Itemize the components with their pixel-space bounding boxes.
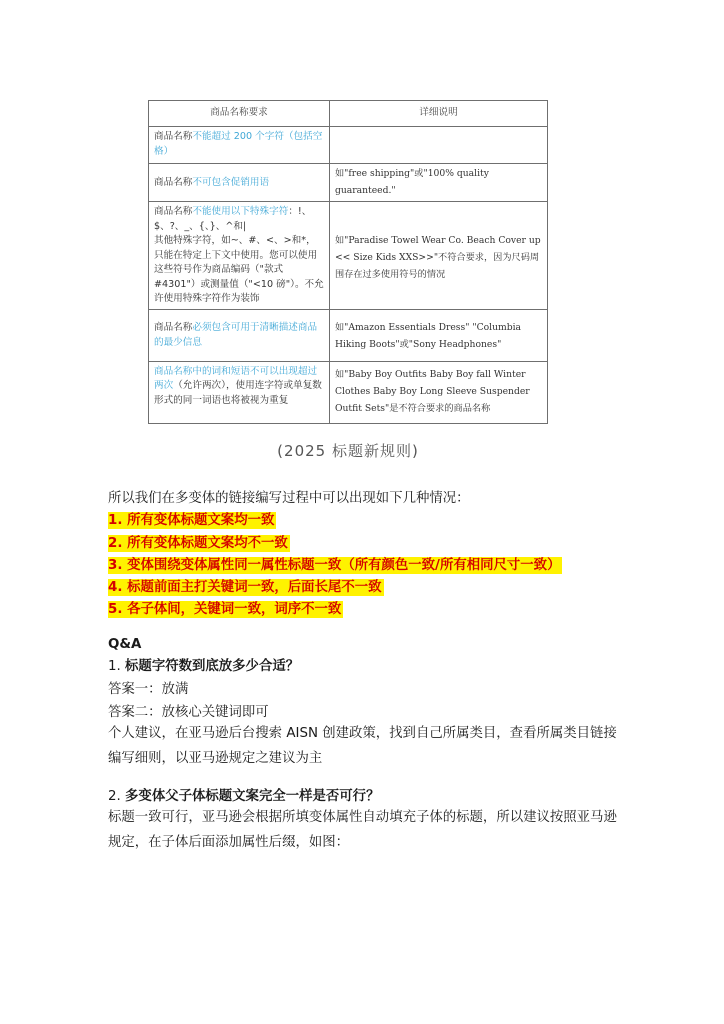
question-title: 标题字符数到底放多少合适？	[125, 659, 300, 674]
description-cell	[329, 127, 547, 164]
description-cell: 如"Amazon Essentials Dress" "Columbia Hiking Boots"或"Sony Headphones"	[329, 309, 547, 361]
description-cell: 如"free shipping"或"100% quality guaranteed."	[329, 164, 547, 202]
table-row	[149, 164, 548, 202]
table-header-requirement: 商品名称要求	[149, 101, 330, 127]
requirement-highlight: 必须包含可用于清晰描述商品的最少信息	[154, 322, 318, 348]
table-row	[149, 361, 548, 423]
answer-1: 答案一：放满	[108, 682, 189, 697]
requirement-highlight: 不能超过 200 个字符（包括空格）	[154, 131, 323, 157]
question-title: 多变体父子体标题文案完全一样是否可行？	[125, 789, 380, 804]
requirement-highlight: 不可包含促销用语	[192, 176, 270, 188]
question-1	[108, 658, 299, 676]
requirement-cell	[149, 309, 330, 361]
table-row	[149, 202, 548, 310]
table-header-row	[149, 101, 548, 127]
table-row	[149, 309, 548, 361]
intro-text: 所以我们在多变体的链接编写过程中可以出现如下几种情况：	[108, 491, 470, 506]
requirement-prefix: 商品名称	[154, 131, 193, 142]
requirement-cell	[149, 361, 330, 423]
requirement-highlight: 不能使用以下特殊字符	[192, 206, 289, 217]
list-item	[108, 579, 384, 597]
case-1-text: 1. 所有变体标题文案均一致	[108, 513, 275, 528]
requirement-highlight: 商品名称中的词和短语不可以出现超过两次	[154, 365, 318, 391]
title-rules-table	[148, 100, 548, 424]
case-2-text: 2. 所有变体标题文案均不一致	[108, 536, 288, 551]
requirement-prefix: 商品名称	[154, 206, 193, 217]
advice-paragraph: 个人建议，在亚马逊后台搜索 AISN 创建政策，找到自己所属类目，查看所属类目链接编写细则，以亚马逊规定之建议为主	[108, 726, 617, 766]
requirement-cell	[149, 164, 330, 202]
question-number: 1.	[108, 659, 126, 674]
case-3-text: 3. 变体围绕变体属性同一属性标题一致（所有颜色一致/所有相同尺寸一致）	[108, 558, 561, 573]
answer-2: 答案二：放核心关键词即可	[108, 705, 269, 720]
table-header-description: 详细说明	[329, 101, 547, 127]
description-cell: 如"Baby Boy Outfits Baby Boy fall Winter Clothes Baby Boy Long Sleeve Suspender Outfit Sets"是不符合要求的商品名称	[329, 361, 547, 423]
list-item	[108, 512, 276, 530]
qa-heading: Q&A	[108, 637, 142, 652]
requirement-cell	[149, 202, 330, 310]
list-item	[108, 535, 290, 553]
requirement-rest: （允许两次），使用连字符或单复数形式的同一词语也将被视为重复	[154, 380, 322, 406]
requirement-cell	[149, 127, 330, 164]
answer-paragraph: 标题一致可行，亚马逊会根据所填变体属性自动填充子体的标题，所以建议按照亚马逊规定，在子体后面添加属性后缀，如图：	[108, 810, 617, 850]
table-row	[149, 127, 548, 164]
question-number: 2.	[108, 789, 126, 804]
table-caption: (2025 标题新规则)	[277, 442, 419, 460]
case-5-text: 5. 各子体间，关键词一致，词序不一致	[108, 602, 342, 617]
question-2	[108, 788, 379, 806]
case-4-text: 4. 标题前面主打关键词一致，后面长尾不一致	[108, 580, 382, 595]
requirement-rest: ：!、$、?、_、{、}、^和| 其他特殊字符，如~、#、<、>和*，只能在特定上下文中使用。您可以使用这些符号作为商品编码（"款式#4301"）或测量值（"<10 磅"）。不允许使用特殊字符作为装饰	[154, 206, 324, 304]
list-item	[108, 557, 562, 575]
list-item	[108, 601, 343, 619]
requirement-prefix: 商品名称	[154, 322, 193, 333]
requirement-prefix: 商品名称	[154, 176, 193, 188]
description-cell: 如"Paradise Towel Wear Co. Beach Cover up << Size Kids XXS>>"不符合要求，因为尺码周围存在过多使用符号的情况	[329, 202, 547, 310]
